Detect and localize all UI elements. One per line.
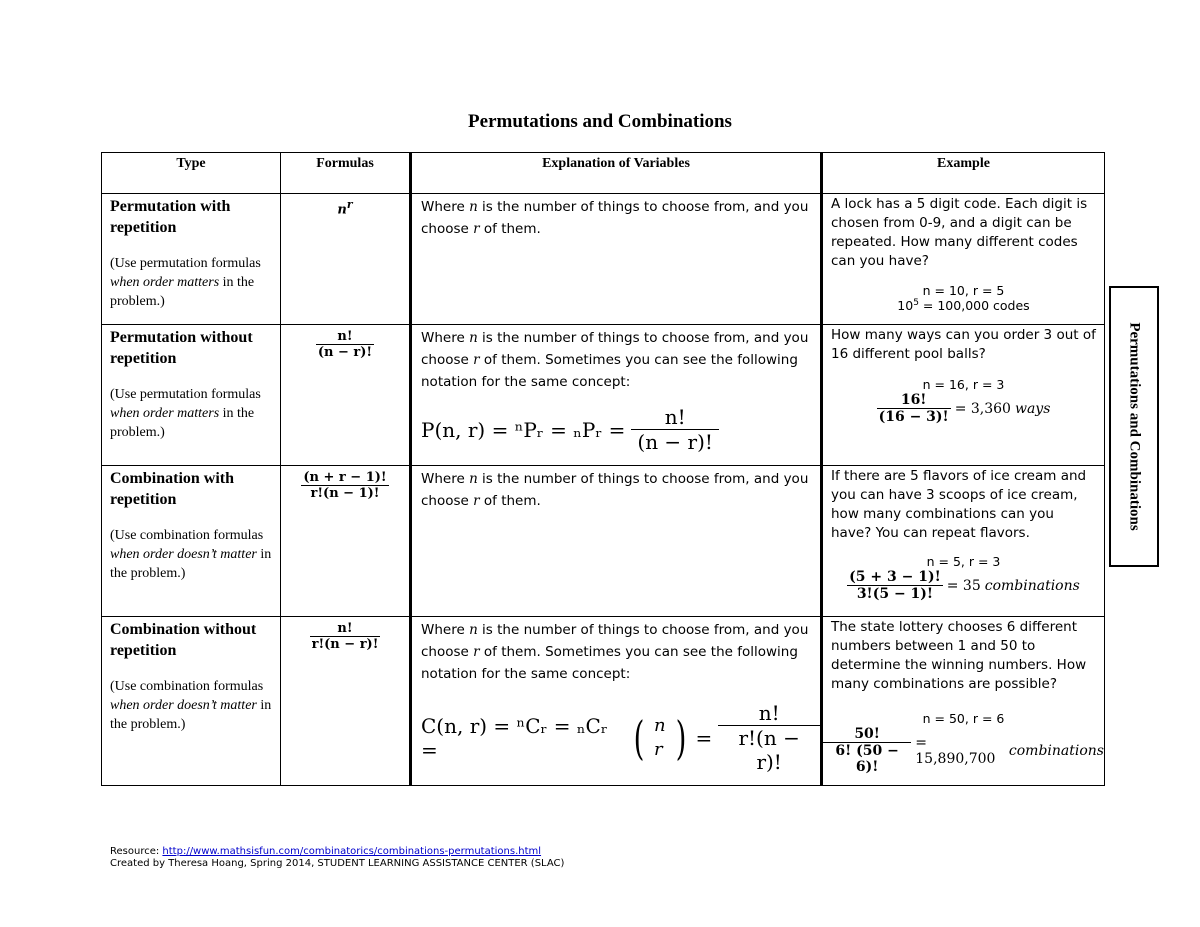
type-name: Permutation without repetition — [110, 329, 253, 367]
page-title: Permutations and Combinations — [468, 111, 732, 132]
formula-cell — [281, 194, 411, 325]
example-text: The state lottery chooses 6 different numbers between 1 and 50 to determine the winning numbers. How many combinations are possible? — [831, 619, 1087, 692]
type-cell — [102, 325, 281, 466]
side-tab-label: Permutations and Combinations — [1126, 322, 1143, 531]
explanation-cell — [411, 466, 822, 617]
formula-table — [101, 152, 1105, 786]
explanation-text: Where n is the number of things to choose from, and you choose r of them. — [421, 199, 809, 237]
example-formula: $\frac{16!}{(16 - 3)!}$ = 3,360 ways — [878, 392, 1051, 425]
example-cell — [822, 466, 1105, 617]
footer — [110, 846, 564, 870]
table-row — [102, 194, 1105, 325]
example-cell — [822, 194, 1105, 325]
explanation-text: Where n is the number of things to choose from, and you choose r of them. Sometimes you can see the following notation for the same concept: — [421, 622, 809, 682]
resource-line: Resource: http://www.mathsisfun.com/combinatorics/combinations-permutations.html — [110, 846, 542, 857]
example-values: n = 16, r = 3 — [922, 377, 1005, 392]
example-values: n = 5, r = 3 — [926, 554, 1001, 569]
formula: $\frac{n!}{(n - r)!}$ — [317, 329, 373, 360]
type-name: Combination with repetition — [110, 470, 235, 508]
type-note: (Use combination formulas when order doesn’t matter in the problem.) — [110, 528, 272, 581]
header-explanation: Explanation of Variables — [411, 153, 822, 194]
type-cell — [102, 194, 281, 325]
resource-link[interactable]: http://www.mathsisfun.com/combinatorics/combinations-permutations.html — [162, 846, 542, 857]
example-text: If there are 5 flavors of ice cream and you can have 3 scoops of ice cream, how many combinations can you have? You can repeat flavors. — [831, 468, 1087, 541]
explanation-cell — [411, 194, 822, 325]
type-cell — [102, 617, 281, 786]
formula: $n^r$ — [337, 198, 353, 218]
formula-cell — [281, 325, 411, 466]
example-cell — [822, 325, 1105, 466]
table-row — [102, 466, 1105, 617]
credit-line: Created by Theresa Hoang, Spring 2014, STUDENT LEARNING ASSISTANCE CENTER (SLAC) — [110, 858, 565, 869]
explanation-cell — [411, 617, 822, 786]
example-cell — [822, 617, 1105, 786]
table-row — [102, 617, 1105, 786]
permutation-notation: P(n, r) = ⁿPᵣ = ₙPᵣ = $\frac{n!}{(n - r)!}$ — [412, 405, 820, 454]
formula-cell — [281, 466, 411, 617]
side-tab — [1109, 286, 1159, 567]
type-name: Permutation with repetition — [110, 198, 231, 236]
type-note: (Use combination formulas when order doesn’t matter in the problem.) — [110, 679, 272, 732]
explanation-text: Where n is the number of things to choose from, and you choose r of them. Sometimes you can see the following notation for the same concept: — [421, 330, 809, 390]
formula-cell — [281, 617, 411, 786]
example-text: How many ways can you order 3 out of 16 different pool balls? — [831, 327, 1096, 362]
example-formula: $\frac{50!}{6! (50 - 6)!}$ = 15,890,700 combinations — [823, 726, 1104, 775]
example-formula: $\frac{(5 + 3 - 1)!}{3!(5 - 1)!}$ = 35 combinations — [849, 569, 1080, 602]
type-name: Combination without repetition — [110, 621, 257, 659]
formula: $\frac{(n + r - 1)!}{r!(n - 1)!}$ — [303, 470, 387, 501]
combination-notation: C(n, r) = ⁿCᵣ = ₙCᵣ = ( n r ) = $\frac{n!}{r!(n - r)!}$ — [412, 701, 820, 774]
explanation-text: Where n is the number of things to choose from, and you choose r of them. — [421, 471, 809, 509]
example-values: n = 50, r = 6 — [922, 711, 1005, 726]
formula: $\frac{n!}{r!(n - r)!}$ — [311, 621, 379, 652]
table-row — [102, 325, 1105, 466]
header-type: Type — [102, 153, 281, 194]
type-note: (Use permutation formulas when order matters in the problem.) — [110, 387, 261, 440]
header-row — [102, 153, 1105, 194]
example-values: n = 10, r = 5 — [922, 283, 1005, 298]
explanation-cell — [411, 325, 822, 466]
type-note: (Use permutation formulas when order matters in the problem.) — [110, 256, 261, 309]
example-text: A lock has a 5 digit code. Each digit is chosen from 0-9, and a digit can be repeated. How many different codes can you have? — [831, 196, 1088, 269]
example-result: $10^5 = 100,000$ codes — [897, 298, 1030, 314]
header-formulas: Formulas — [281, 153, 411, 194]
type-cell — [102, 466, 281, 617]
header-example: Example — [822, 153, 1105, 194]
